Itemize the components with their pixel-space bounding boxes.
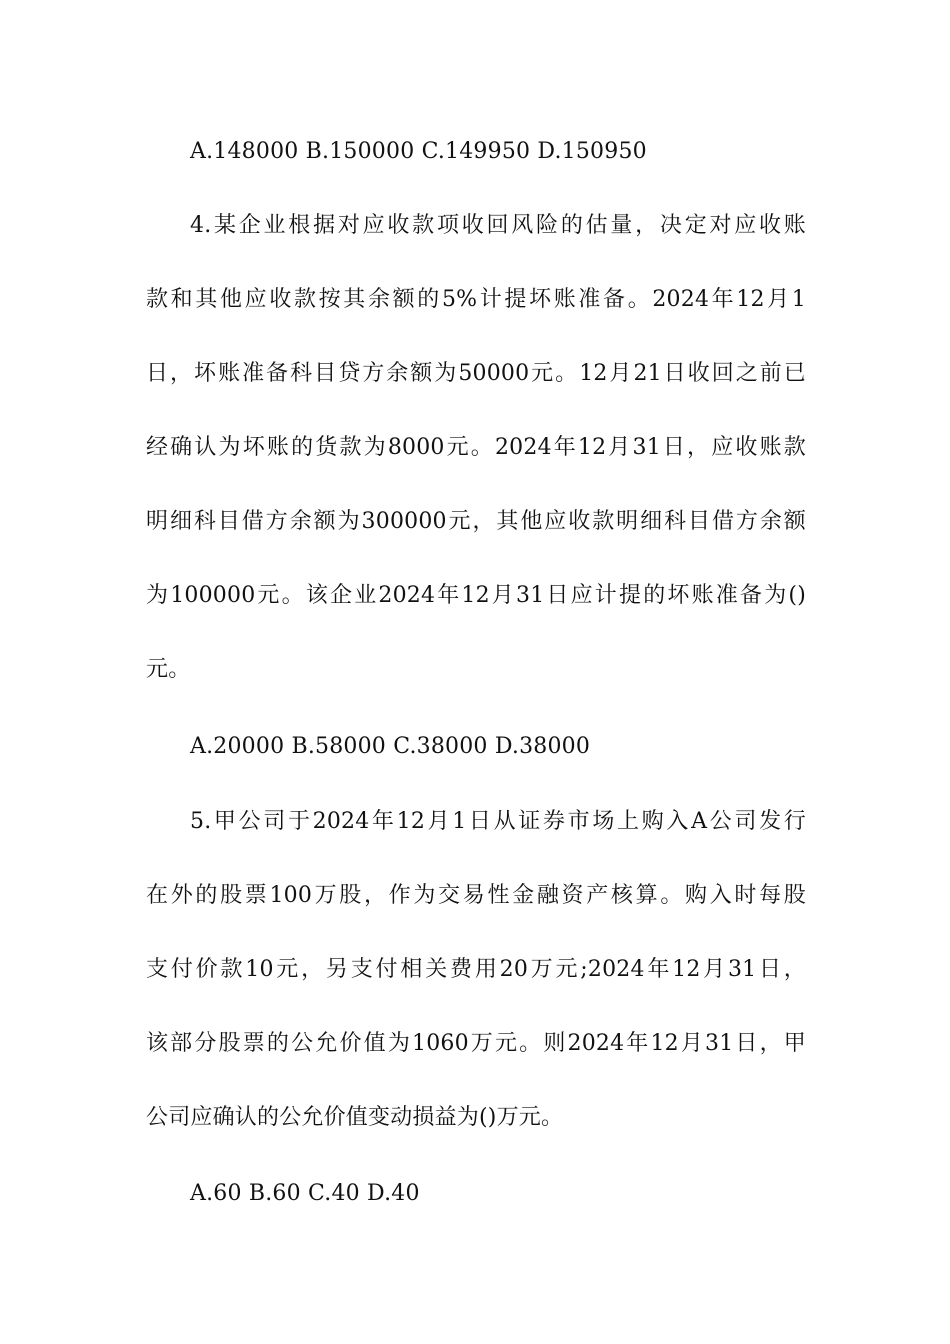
q4-text-line-7: 元。 xyxy=(146,657,191,682)
q5-text-line-5: 公司应确认的公允价值变动损益为()万元。 xyxy=(146,1105,564,1130)
q4-text-line-6: 为100000元。该企业2024年12月31日应计提的坏账准备为() xyxy=(146,583,806,608)
q3-options: A.148000 B.150000 C.149950 D.150950 xyxy=(190,139,647,164)
q5-text-line-1: 5.甲公司于2024年12月1日从证券市场上购入A公司发行 xyxy=(190,809,806,834)
q4-options: A.20000 B.58000 C.38000 D.38000 xyxy=(190,734,591,759)
q4-text-line-5: 明细科目借方余额为300000元，其他应收款明细科目借方余额 xyxy=(146,509,806,534)
q5-text-line-2: 在外的股票100万股，作为交易性金融资产核算。购入时每股 xyxy=(146,883,806,908)
q5-options: A.60 B.60 C.40 D.40 xyxy=(190,1181,420,1206)
q4-text-line-1: 4.某企业根据对应收款项收回风险的估量，决定对应收账 xyxy=(190,213,806,238)
q5-text-line-4: 该部分股票的公允价值为1060万元。则2024年12月31日，甲 xyxy=(146,1031,806,1056)
q4-text-line-4: 经确认为坏账的货款为8000元。2024年12月31日，应收账款 xyxy=(146,435,806,460)
q4-text-line-2: 款和其他应收款按其余额的5%计提坏账准备。2024年12月1 xyxy=(146,287,806,312)
q4-text-line-3: 日，坏账准备科目贷方余额为50000元。12月21日收回之前已 xyxy=(146,361,806,386)
q5-text-line-3: 支付价款10元，另支付相关费用20万元;2024年12月31日， xyxy=(146,957,806,982)
